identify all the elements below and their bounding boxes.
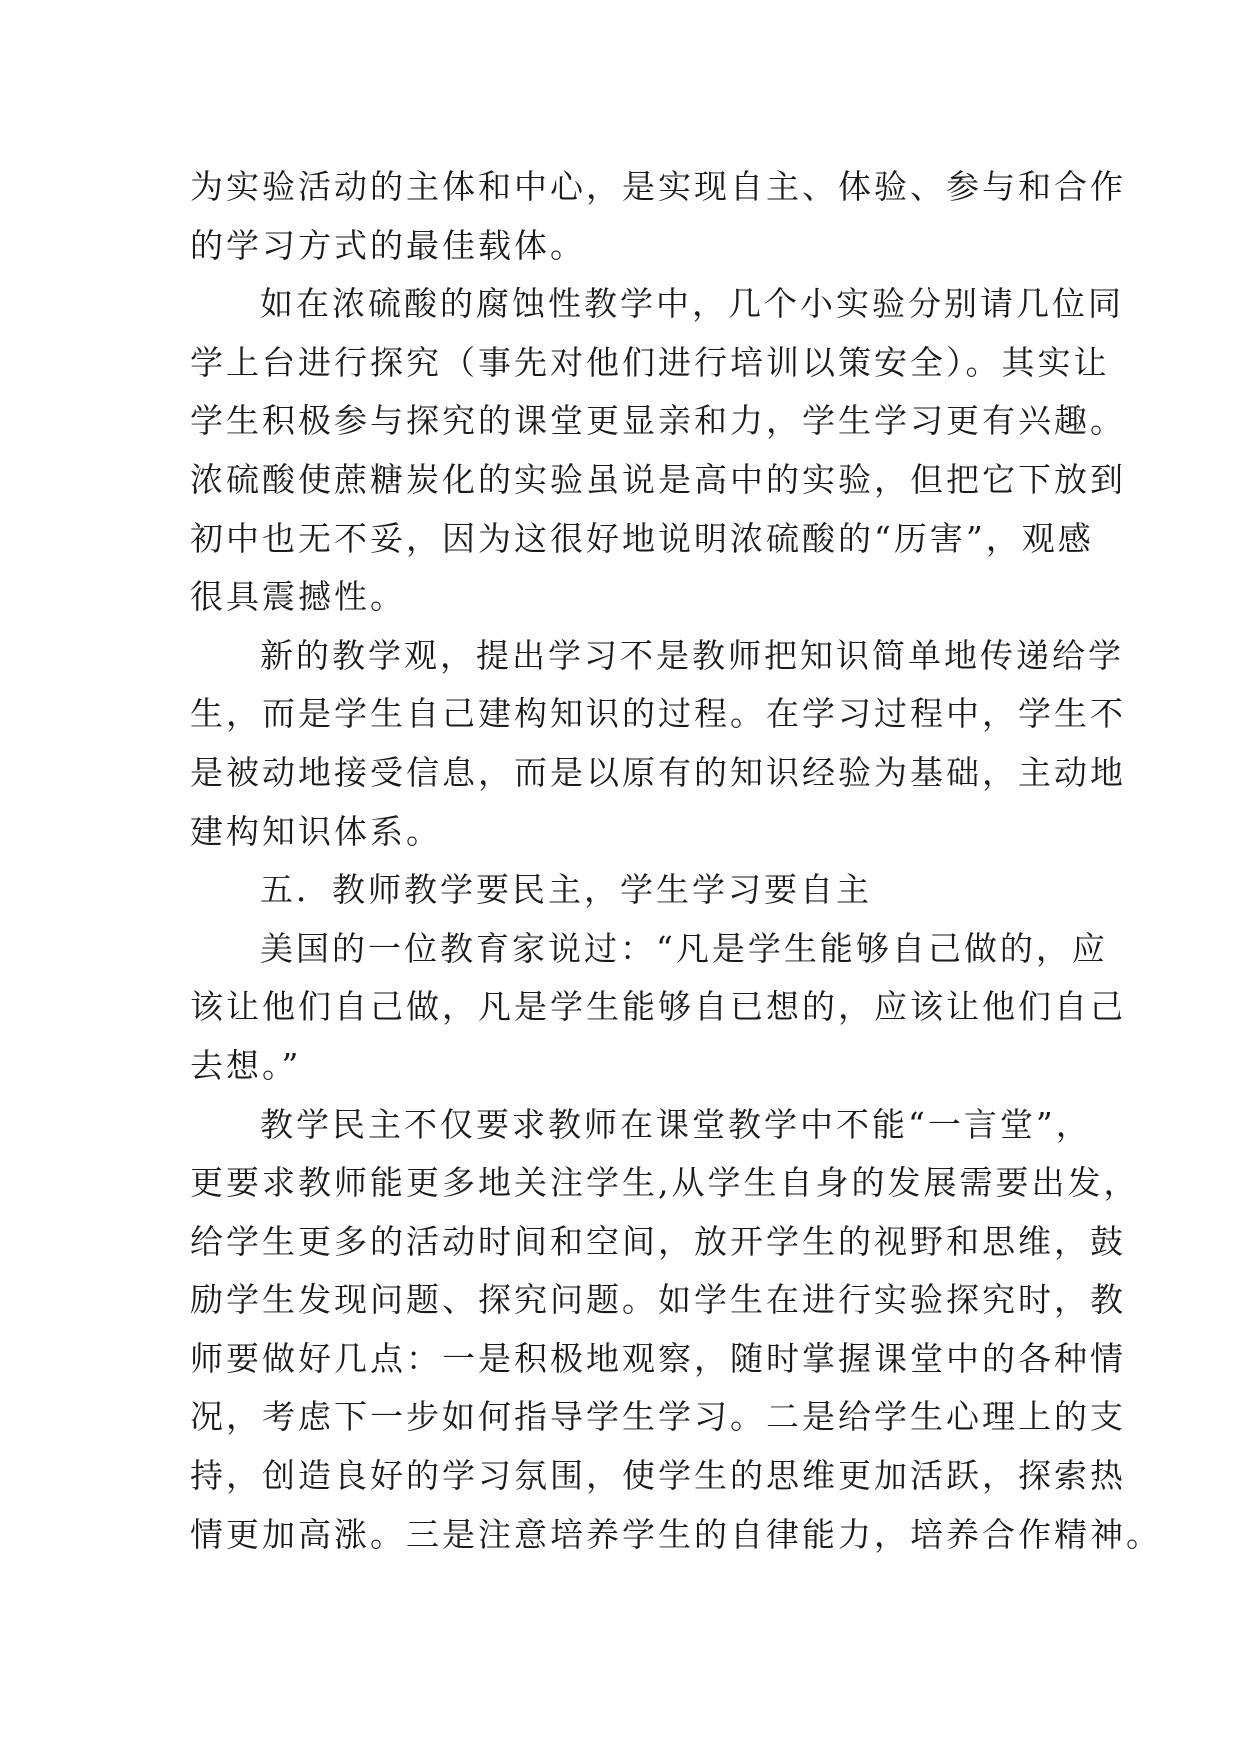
body-text [190, 158, 1162, 1564]
text-line: 学生积极参与探究的课堂更显亲和力，学生学习更有兴趣。 [190, 401, 1126, 441]
text-line: 初中也无不妥，因为这很好地说明浓硫酸的“历害”，观感 [190, 518, 1094, 558]
text-line: 生，而是学生自己建构知识的过程。在学习过程中，学生不 [190, 694, 1126, 734]
text-line: 持，创造良好的学习氛围，使学生的思维更加活跃，探索热 [190, 1456, 1126, 1496]
text-line: 该让他们自己做，凡是学生能够自已想的，应该让他们自己 [190, 987, 1126, 1027]
text-line: 很具震撼性。 [190, 577, 406, 617]
text-line: 励学生发现问题、探究问题。如学生在进行实验探究时，教 [190, 1280, 1126, 1320]
text-line: 情更加高涨。三是注意培养学生的自律能力，培养合作精神。 [190, 1514, 1162, 1554]
text-line: 更要求教师能更多地关注学生,从学生自身的发展需要出发， [190, 1163, 1140, 1203]
text-line: 新的教学观，提出学习不是教师把知识简单地传递给学 [260, 635, 1124, 675]
text-line: 美国的一位教育家说过：“凡是学生能够自己做的，应 [260, 928, 1108, 968]
text-line: 的学习方式的最佳载体。 [190, 225, 586, 265]
text-line: 是被动地接受信息，而是以原有的知识经验为基础，主动地 [190, 752, 1126, 792]
text-line: 给学生更多的活动时间和空间，放开学生的视野和思维，鼓 [190, 1221, 1126, 1261]
text-line: 去想。” [190, 1045, 302, 1085]
section-heading: 五．教师教学要民主，学生学习要自主 [260, 870, 872, 910]
text-line: 建构知识体系。 [190, 811, 442, 851]
text-line: 况，考虑下一步如何指导学生学习。二是给学生心理上的支 [190, 1397, 1126, 1437]
text-line: 师要做好几点：一是积极地观察，随时掌握课堂中的各种情 [190, 1338, 1126, 1378]
text-line: 教学民主不仅要求教师在课堂教学中不能“一言堂”， [260, 1104, 1092, 1144]
text-line: 为实验活动的主体和中心，是实现自主、体验、参与和合作 [190, 167, 1126, 206]
text-line: 如在浓硫酸的腐蚀性教学中，几个小实验分别请几位同 [260, 284, 1124, 324]
text-line: 学上台进行探究（事先对他们进行培训以策安全）。其实让 [190, 342, 1110, 382]
text-line: 浓硫酸使蔗糖炭化的实验虽说是高中的实验，但把它下放到 [190, 459, 1126, 499]
